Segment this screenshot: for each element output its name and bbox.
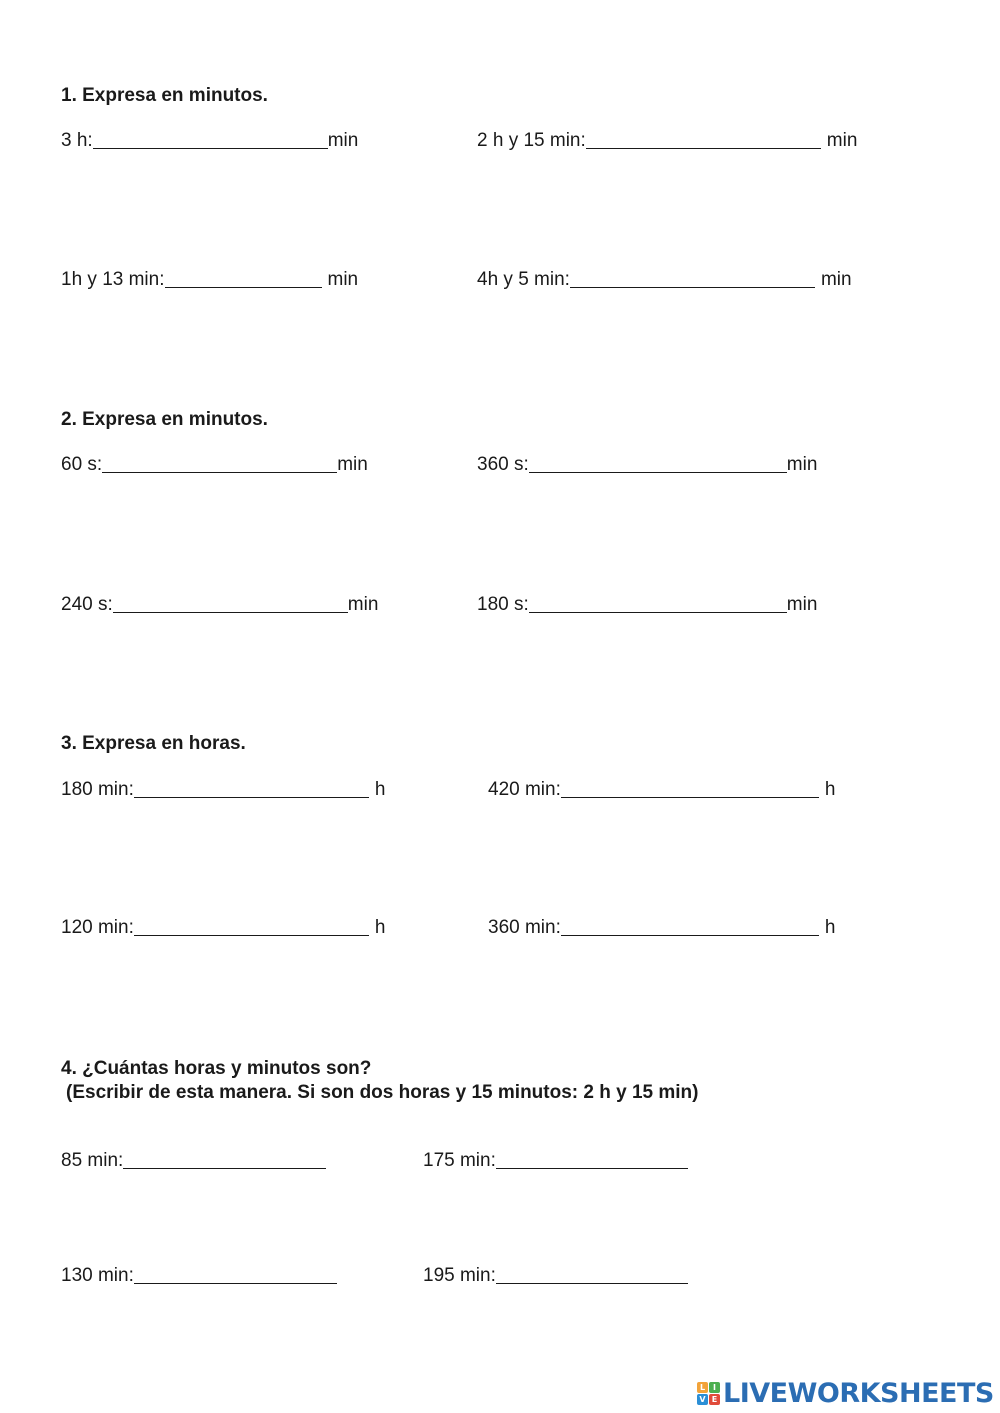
answer-field[interactable] [496,1264,688,1284]
logo-text: LIVEWORKSHEETS [723,1378,994,1409]
section-3-title: 3. Expresa en horas. [61,733,246,754]
answer-field[interactable] [93,129,328,149]
unit-label: h [824,779,836,800]
section-4-instructions: (Escribir de esta manera. Si son dos horas y 15 minutos: 2 h y 15 min) [66,1082,699,1103]
unit-label: min [327,130,359,151]
logo-mark-letter: V [697,1394,708,1405]
exercise-4c [61,1264,337,1288]
exercise-1d [477,268,852,292]
section-2-title: 2. Expresa en minutos. [61,409,268,430]
unit-label: h [824,917,836,938]
unit-label: h [374,779,386,800]
section-1-title: 1. Expresa en minutos. [61,85,268,106]
answer-field[interactable] [561,916,819,936]
answer-field[interactable] [529,453,787,473]
section-4-title [61,1057,698,1105]
liveworksheets-logo [697,1379,994,1409]
exercise-1a [61,129,358,153]
answer-field[interactable] [586,129,821,149]
exercise-2a [61,453,368,477]
exercise-3c [61,916,385,940]
unit-label: h [374,917,386,938]
exercise-label: 195 min: [423,1265,496,1286]
exercise-4d [423,1264,688,1288]
exercise-label: 2 h y 15 min: [477,130,586,151]
exercise-4b [423,1149,688,1173]
unit-label: min [820,269,852,290]
answer-field[interactable] [134,1264,337,1284]
liveworksheets-logo-icon [697,1382,721,1406]
exercise-label: 120 min: [61,917,134,938]
exercise-label: 180 min: [61,779,134,800]
exercise-3d [488,916,835,940]
answer-field[interactable] [102,453,337,473]
answer-field[interactable] [496,1149,688,1169]
exercise-label: 360 s: [477,454,529,475]
exercise-4a [61,1149,326,1173]
unit-label: min [786,594,818,615]
answer-field[interactable] [134,916,369,936]
exercise-label: 3 h: [61,130,93,151]
exercise-2c [61,593,378,617]
answer-field[interactable] [570,268,815,288]
exercise-label: 175 min: [423,1150,496,1171]
exercise-label: 180 s: [477,594,529,615]
unit-label: min [327,269,359,290]
exercise-label: 1h y 13 min: [61,269,165,290]
logo-mark-letter: E [709,1394,720,1405]
unit-label: min [826,130,858,151]
answer-field[interactable] [561,778,819,798]
exercise-label: 60 s: [61,454,103,475]
answer-field[interactable] [123,1149,326,1169]
exercise-label: 130 min: [61,1265,134,1286]
logo-mark-letter: L [697,1382,708,1393]
exercise-1b [477,129,857,153]
answer-field[interactable] [134,778,369,798]
answer-field[interactable] [113,593,348,613]
exercise-label: 240 s: [61,594,113,615]
exercise-label: 4h y 5 min: [477,269,570,290]
exercise-3b [488,778,835,802]
exercise-2b [477,453,817,477]
unit-label: min [786,454,818,475]
exercise-label: 420 min: [488,779,561,800]
exercise-2d [477,593,817,617]
unit-label: min [337,454,368,475]
answer-field[interactable] [165,268,322,288]
answer-field[interactable] [529,593,787,613]
logo-mark-letter: I [709,1382,720,1393]
exercise-label: 360 min: [488,917,561,938]
section-4-title-text: 4. ¿Cuántas horas y minutos son? [61,1058,372,1079]
unit-label: min [347,594,379,615]
exercise-3a [61,778,385,802]
exercise-label: 85 min: [61,1150,124,1171]
exercise-1c [61,268,358,292]
